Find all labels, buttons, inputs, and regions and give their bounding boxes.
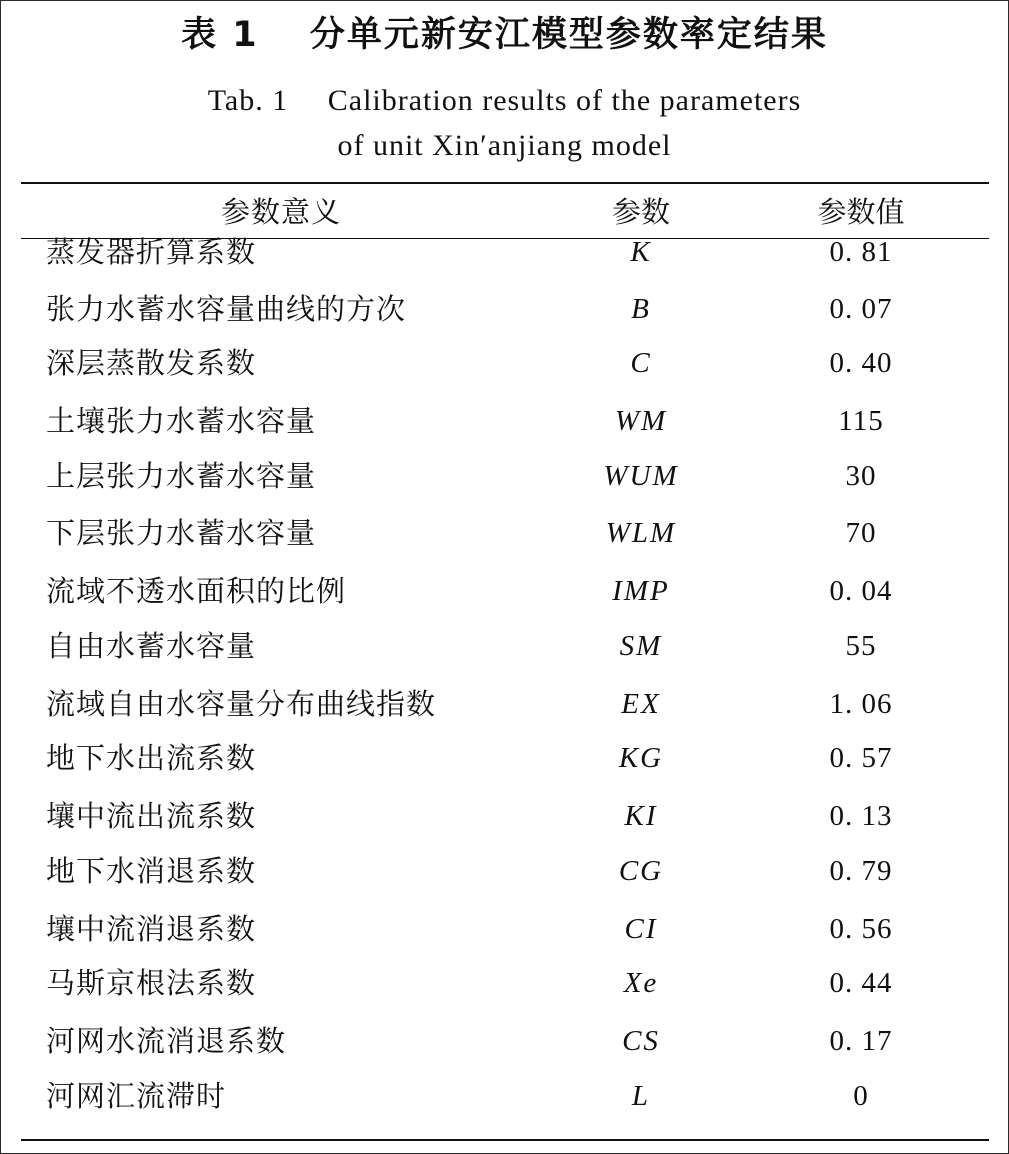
table-title-english-line1: Tab. 1 Calibration results of the parameters (207, 84, 802, 117)
row-value: 0. 44 (829, 967, 893, 999)
header-value: 参数值 (817, 195, 905, 229)
row-meaning: 马斯京根法系数 (46, 966, 257, 1000)
row-meaning: 张力水蓄水容量曲线的方次 (46, 292, 407, 326)
row-value: 0. 40 (829, 347, 893, 379)
row-parameter: WUM (603, 460, 679, 492)
row-parameter: KG (618, 742, 664, 774)
row-parameter: SM (619, 630, 663, 662)
row-meaning: 河网水流消退系数 (46, 1024, 287, 1058)
row-value: 55 (845, 630, 877, 662)
header-parameter: 参数 (611, 195, 670, 229)
row-parameter: L (631, 1080, 651, 1112)
row-parameter: Xe (623, 967, 659, 999)
row-meaning: 下层张力水蓄水容量 (46, 516, 317, 550)
row-value: 0. 81 (829, 236, 893, 268)
row-parameter: CS (622, 1025, 660, 1057)
row-meaning: 土壤张力水蓄水容量 (46, 404, 317, 438)
row-parameter: CG (618, 855, 664, 887)
row-value: 30 (845, 460, 877, 492)
row-parameter: B (631, 293, 651, 325)
row-meaning: 壤中流消退系数 (46, 912, 257, 946)
row-value: 0 (853, 1080, 869, 1112)
row-parameter: EX (621, 688, 661, 720)
header-meaning: 参数意义 (220, 195, 341, 229)
row-meaning: 河网汇流滞时 (46, 1079, 227, 1113)
row-meaning: 地下水出流系数 (46, 741, 257, 775)
row-value: 0. 79 (829, 855, 893, 887)
row-meaning: 流域不透水面积的比例 (46, 574, 347, 608)
row-value: 1. 06 (829, 688, 893, 720)
row-meaning: 蒸发器折算系数 (46, 235, 257, 269)
row-meaning: 流域自由水容量分布曲线指数 (46, 687, 437, 721)
row-meaning: 地下水消退系数 (46, 854, 257, 888)
row-meaning: 壤中流出流系数 (46, 799, 257, 833)
row-parameter: WM (614, 405, 668, 437)
row-value: 0. 07 (829, 293, 893, 325)
row-value: 0. 57 (829, 742, 893, 774)
row-value: 115 (838, 405, 884, 437)
table-top-rule (21, 182, 989, 184)
row-meaning: 自由水蓄水容量 (46, 629, 257, 663)
row-parameter: IMP (612, 575, 670, 607)
row-parameter: CI (624, 913, 658, 945)
row-value: 0. 04 (829, 575, 893, 607)
row-value: 70 (845, 517, 877, 549)
table-title-english-line2: of unit Xin′anjiang model (337, 129, 672, 162)
row-parameter: WLM (605, 517, 677, 549)
row-parameter: K (630, 236, 652, 268)
row-parameter: KI (624, 800, 658, 832)
row-meaning: 深层蒸散发系数 (46, 346, 257, 380)
table-title-chinese: 表 1 分单元新安江模型参数率定结果 (181, 15, 828, 55)
row-value: 0. 13 (829, 800, 893, 832)
table-bottom-rule (21, 1139, 989, 1141)
row-parameter: C (630, 347, 652, 379)
row-value: 0. 56 (829, 913, 893, 945)
row-value: 0. 17 (829, 1025, 893, 1057)
row-meaning: 上层张力水蓄水容量 (46, 459, 317, 493)
